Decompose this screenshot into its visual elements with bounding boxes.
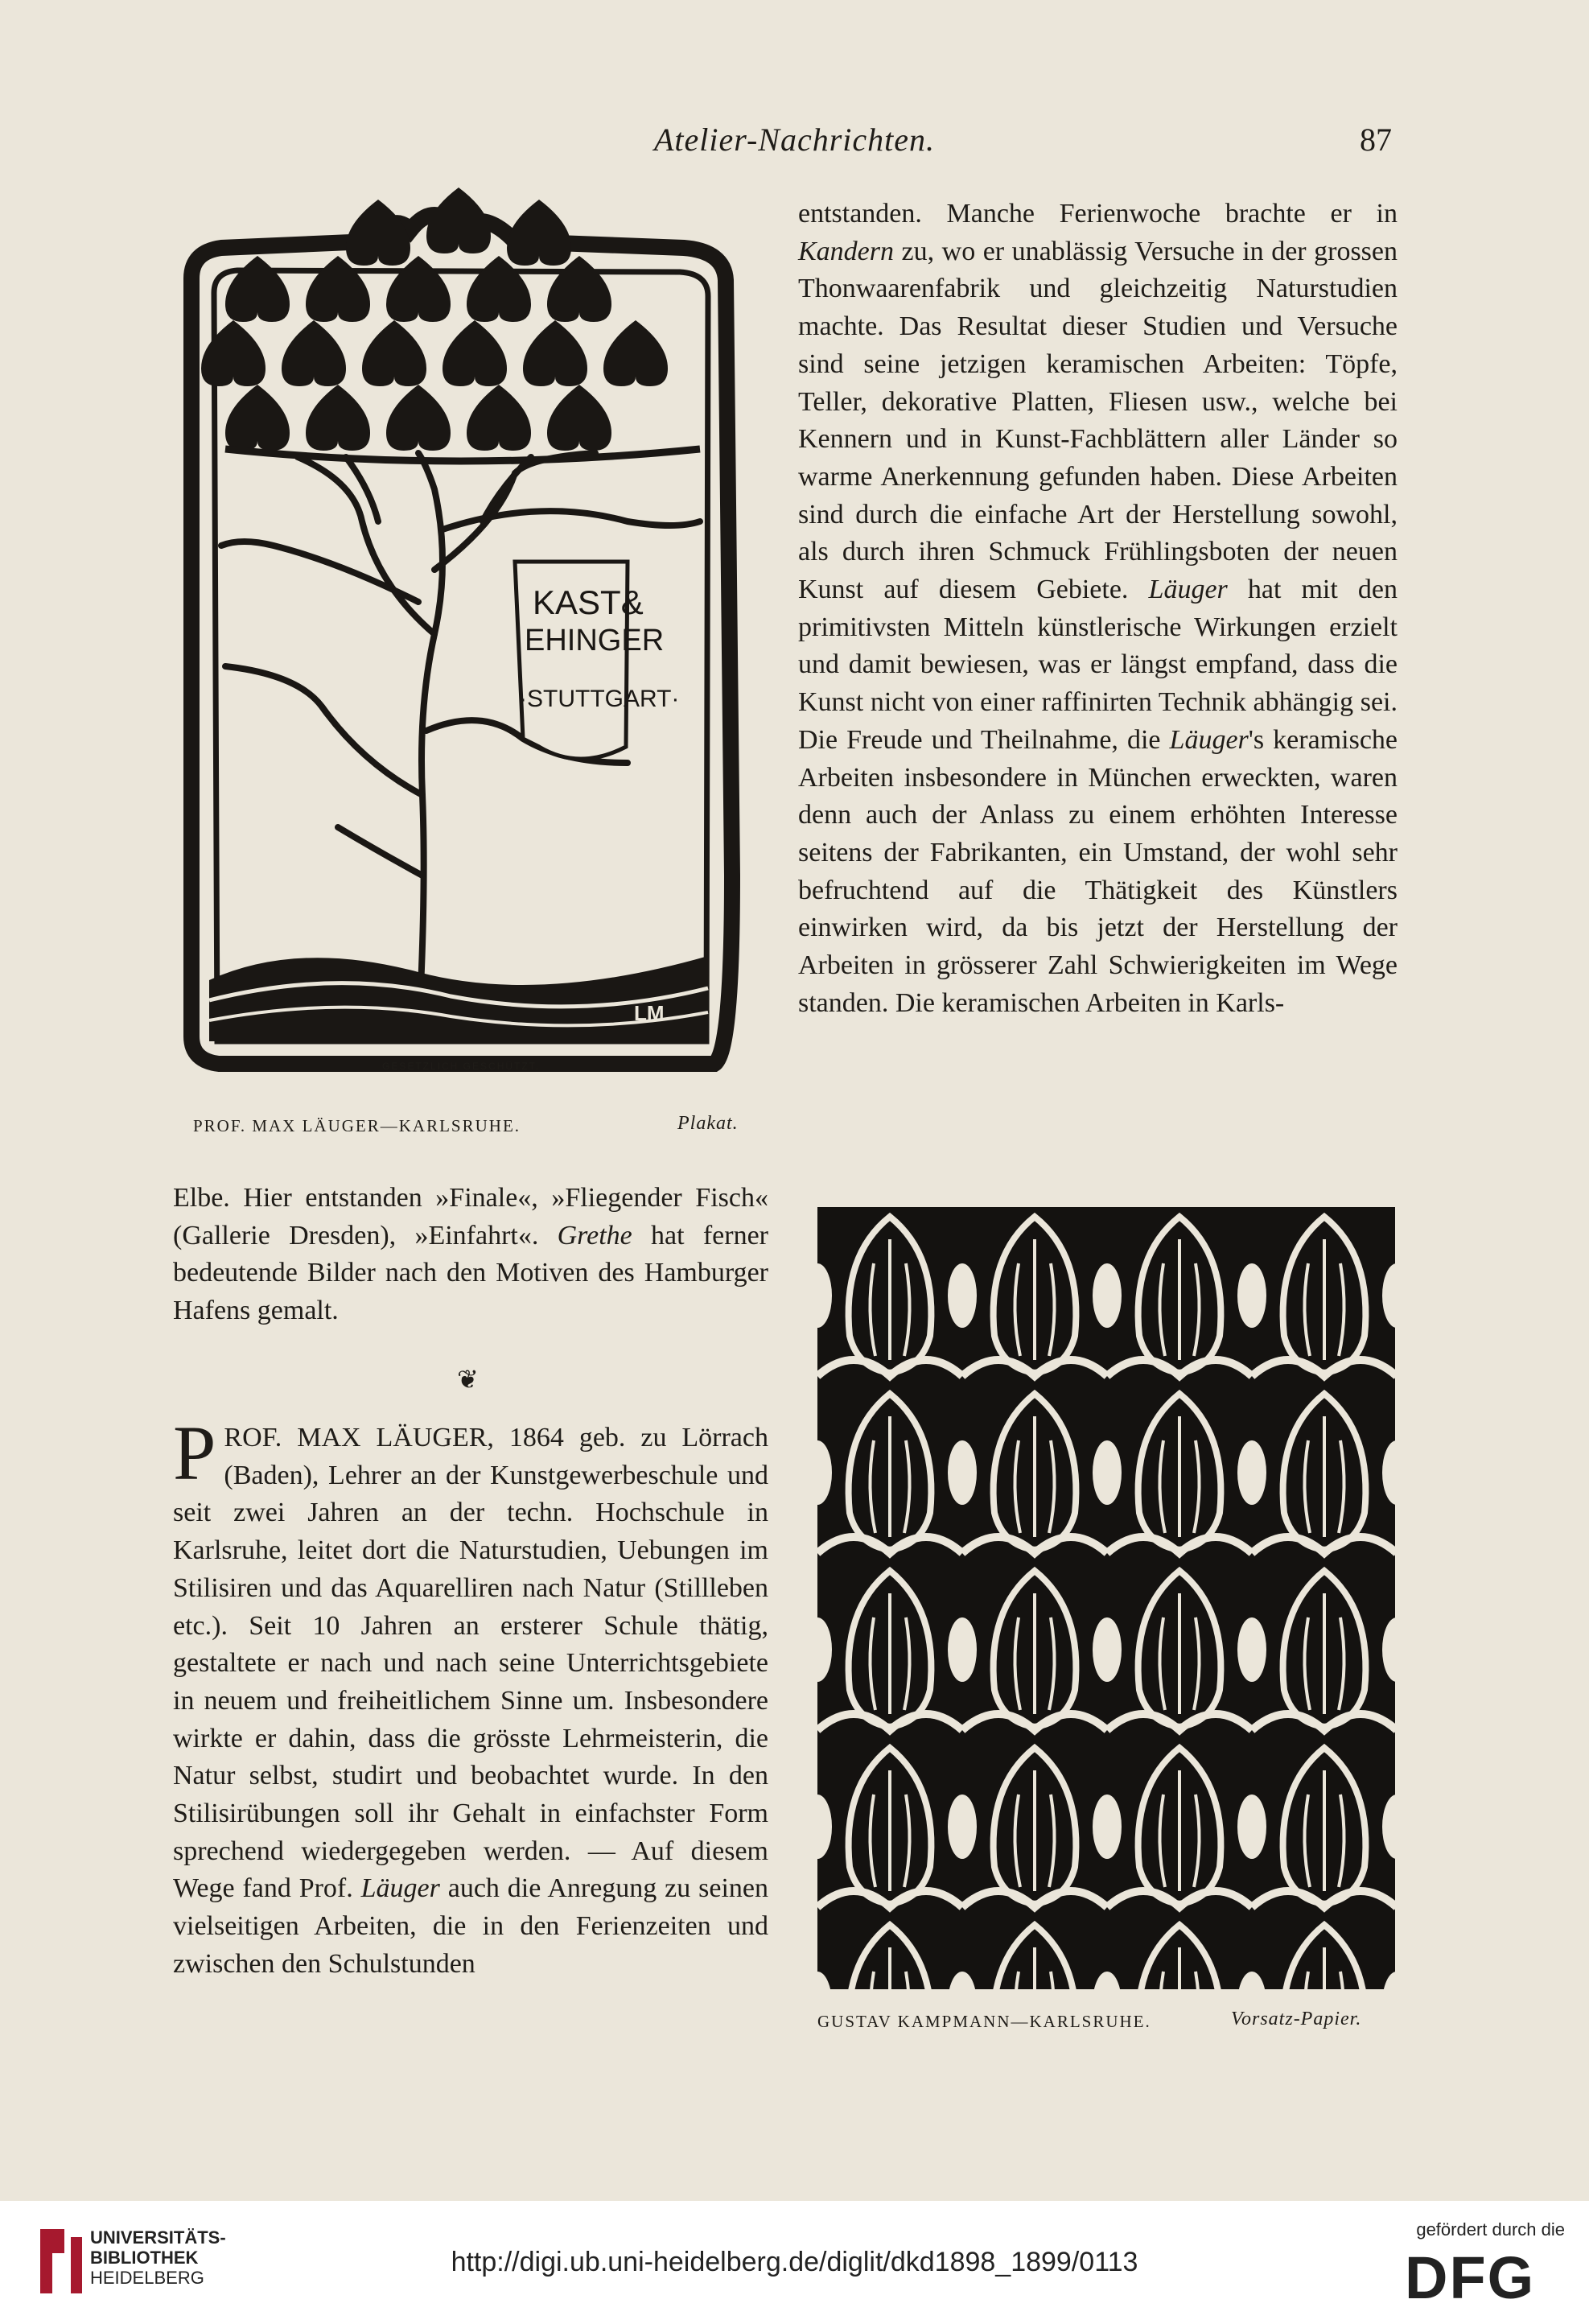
figure2-caption-artist: GUSTAV KAMPMANN—KARLSRUHE. — [817, 2012, 1151, 2031]
text-run: , 1864 geb. zu Lörrach (Baden), Lehrer an der Kunstgewerbeschule und seit zwei Jahren an der techn. Hochschule in Karlsruhe, leitet dort die Naturstudien, Uebungen im Stilisiren und das Aquarelliren nach Natur (Stillleben etc.). Seit 10 Jahren an ersterer Schule thätig, gestaltete er nach und nach seine Unterrichtsgebiete in neuem und freiheitlichem Sinne um. Insbesondere wirkte er dahin, dass die grösste Lehrmeisterin, die Natur selbst, studirt und beobachtet wurde. In den Stilisirübungen soll ihr Gehalt in einfachster Form sprechend wiedergegeben werden. — Auf diesem Wege fand Prof. — [173, 1423, 768, 1904]
library-name-line1: UNIVERSITÄTS- — [90, 2227, 226, 2248]
italic-name: Läuger — [360, 1873, 440, 1904]
source-url-link[interactable]: http://digi.ub.uni-heidelberg.de/diglit/dkd1898_1899/0113 — [451, 2247, 1138, 2277]
endpaper-pattern-illustration — [817, 1207, 1395, 1989]
section-ornament: ❦ — [457, 1365, 479, 1394]
poster-sign-line1: KAST& — [533, 583, 644, 621]
text-run: zu, wo er unablässig Versuche in der grossen Thonwaarenfabrik und gleichzeitig Naturstudien machte. Das Resultat dieser Studien und Versuche sind seine jetzigen keramischen Arbeiten: Töpfe, Teller, dekorative Platten, Fliesen usw., welche bei Kennern und in Kunst-Fachblättern aller Länder so warme Anerkennung gefunden haben. Diese Arbeiten sind durch die einfache Art der Herstellung sowohl, als durch ihren Schmuck Frühlingsboten der neuen Kunst auf diesem Gebiete. — [798, 236, 1398, 605]
library-name-line2: BIBLIOTHEK — [90, 2248, 199, 2268]
text-run: hat mit den primitivsten Mitteln künstlerische Wirkungen erzielt und damit bewiesen, was er längst empfand, dass die Kunst nicht von einer raffinirten Technik abhängig sei. Die Freude und Theilnahme, die — [798, 575, 1398, 755]
text-run: entstanden. Manche Ferienwoche brachte er in — [798, 199, 1398, 229]
figure2-caption-type: Vorsatz-Papier. — [1231, 2009, 1362, 2029]
figure1-caption-type: Plakat. — [677, 1113, 739, 1134]
poster-monogram: LM — [634, 1001, 665, 1025]
poster-sign-line3: ·STUTTGART· — [519, 686, 680, 712]
text-run: Elbe. Hier entstanden »Finale«, »Fliegender Fisch« (Gallerie Dresden), »Einfahrt«. — [173, 1183, 768, 1251]
library-name-line3: HEIDELBERG — [90, 2268, 204, 2288]
left-column-paragraph — [173, 1180, 768, 1330]
poster-sign-line2: EHINGER — [525, 624, 665, 657]
poster-copyright-line: GESETZLICH GESCHÜTZT. — [382, 1061, 541, 1072]
text-run: 's keramische Arbeiten insbesondere in München erweckten, waren denn auch der Anlass zu einem erhöhten Interesse seitens der Fabrikanten, ein Umstand, der wohl sehr befruchtend auf die Thätigkeit des Künstlers einwirken wird, da bis jetzt der Herstellung der Arbeiten in grösserer Zahl Schwierigkeiten im Wege standen. Die keramischen Arbeiten in Karls- — [798, 724, 1398, 1018]
text-run: auch die Anregung zu seinen vielseitigen Arbeiten, die in den Ferienzeiten und zwischen den Schulstunden — [173, 1873, 768, 1979]
dfg-logo: DFG — [1405, 2244, 1536, 2311]
laeuger-biography — [173, 1410, 768, 1984]
figure1-caption-artist: PROF. MAX LÄUGER—KARLSRUHE. — [193, 1116, 521, 1135]
italic-name: Grethe — [557, 1220, 632, 1251]
page-number: 87 — [1360, 122, 1392, 158]
right-column-text — [798, 196, 1398, 1022]
running-header: Atelier-Nachrichten. — [653, 122, 936, 158]
poster-illustration — [177, 183, 740, 1085]
poster-tree-svg — [177, 183, 740, 1085]
italic-place-name: Kandern — [798, 236, 894, 266]
funding-note: gefördert durch die — [1416, 2219, 1565, 2240]
text-run: hat ferner bedeutende Bilder nach den Motiven des Hamburger Hafens gemalt. — [173, 1220, 768, 1326]
dropcap: P — [173, 1410, 216, 1496]
italic-name: Läuger — [1169, 724, 1249, 755]
italic-name: Läuger — [1148, 575, 1228, 605]
artist-name: ROF. MAX LÄUGER — [224, 1423, 488, 1452]
endpaper-pattern-svg — [817, 1207, 1395, 1989]
